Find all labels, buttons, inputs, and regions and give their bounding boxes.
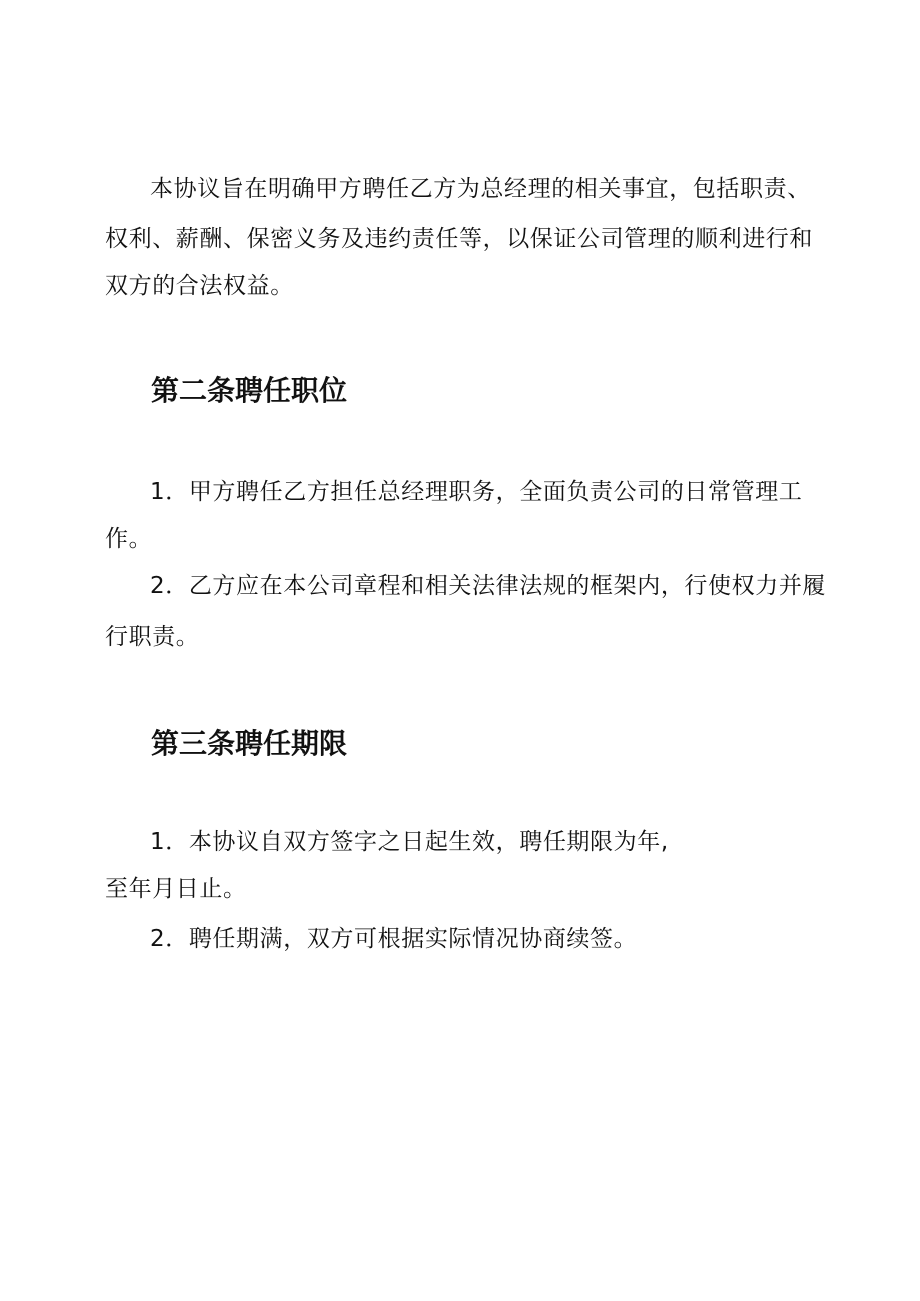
article-2-heading: 第二条聘任职位 bbox=[151, 374, 348, 407]
intro-line-1: 本协议旨在明确甲方聘任乙方为总经理的相关事宜，包括职责、 bbox=[150, 176, 811, 202]
article-3-item-2-line-1: 2．聘任期满，双方可根据实际情况协商续签。 bbox=[150, 926, 638, 952]
article-2-item-2-line-2: 行职责。 bbox=[105, 624, 200, 650]
article-2-item-1-line-1: 1．甲方聘任乙方担任总经理职务，全面负责公司的日常管理工 bbox=[150, 479, 803, 505]
intro-line-3: 双方的合法权益。 bbox=[105, 273, 294, 299]
article-2-item-1-line-2: 作。 bbox=[105, 526, 153, 552]
article-2-item-2-line-1: 2．乙方应在本公司章程和相关法律法规的框架内，行使权力并履 bbox=[150, 573, 827, 599]
article-3-heading: 第三条聘任期限 bbox=[151, 727, 348, 760]
article-3-item-1-line-1: 1．本协议自双方签字之日起生效，聘任期限为年, bbox=[150, 829, 669, 855]
intro-line-2: 权利、薪酬、保密义务及违约责任等，以保证公司管理的顺利进行和 bbox=[105, 226, 813, 252]
article-3-item-1-line-2: 至年月日止。 bbox=[105, 876, 247, 902]
